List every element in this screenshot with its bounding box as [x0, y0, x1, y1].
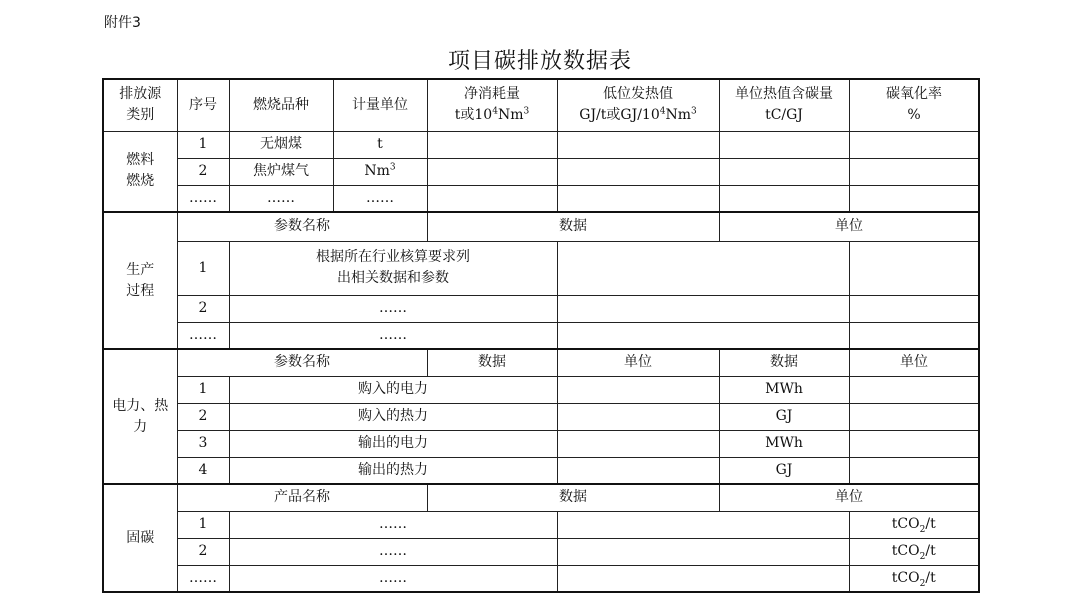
- sink-row-data-cell[interactable]: [557, 565, 849, 592]
- power-row-no: 2: [177, 403, 229, 430]
- attachment-label: 附件3: [104, 15, 141, 31]
- fuel-row-name: 焦炉煤气: [229, 158, 333, 185]
- fuel-category: 燃料 燃烧: [103, 131, 177, 212]
- power-row: [103, 457, 979, 484]
- production-param-name-header: 参数名称: [177, 212, 427, 241]
- power-unit2-header: 单位: [849, 349, 979, 376]
- page-title: 项目碳排放数据表: [447, 49, 632, 74]
- production-row: [103, 241, 979, 295]
- production-row-no: 1: [177, 241, 229, 295]
- power-row-name: 购入的电力: [229, 376, 557, 403]
- sink-row: [103, 538, 979, 565]
- fuel-row-consumption-cell[interactable]: [427, 185, 557, 212]
- power-row-factor-cell[interactable]: [849, 430, 979, 457]
- fuel-row-name: 无烟煤: [229, 131, 333, 158]
- power-row-factor-cell[interactable]: [849, 457, 979, 484]
- fuel-row-unit: ……: [333, 185, 427, 212]
- power-param-name-header: 参数名称: [177, 349, 427, 376]
- sink-product-name-header: 产品名称: [177, 484, 427, 511]
- fuel-row-lhv-cell[interactable]: [557, 185, 719, 212]
- sink-data-header: 数据: [427, 484, 719, 511]
- production-row: [103, 322, 979, 349]
- fuel-row-carbon-cell[interactable]: [719, 131, 849, 158]
- sink-unit-header: 单位: [719, 484, 979, 511]
- header-oxidation-rate: 碳氧化率 %: [849, 79, 979, 131]
- header-source-category: 排放源 类别: [103, 79, 177, 131]
- power-row-name: 购入的热力: [229, 403, 557, 430]
- sink-header-row: [103, 484, 979, 511]
- power-row: [103, 403, 979, 430]
- header-unit: 计量单位: [333, 79, 427, 131]
- sink-row-name: ……: [229, 538, 557, 565]
- power-row-factor-cell[interactable]: [849, 403, 979, 430]
- power-row: [103, 430, 979, 457]
- fuel-row-carbon-cell[interactable]: [719, 158, 849, 185]
- production-row-data-cell[interactable]: [557, 241, 849, 295]
- header-row: [103, 79, 979, 131]
- sink-row-unit: tCO$_2$/t: [849, 538, 979, 565]
- fuel-row-name: ……: [229, 185, 333, 212]
- fuel-row-carbon-cell[interactable]: [719, 185, 849, 212]
- production-header-row: [103, 212, 979, 241]
- power-data2-header: 数据: [719, 349, 849, 376]
- power-row: [103, 376, 979, 403]
- fuel-row-oxidation-cell[interactable]: [849, 131, 979, 158]
- sink-row-unit: tCO$_2$/t: [849, 511, 979, 538]
- fuel-row-unit: Nm$^3$: [333, 158, 427, 185]
- production-row-name: 根据所在行业核算要求列 出相关数据和参数: [229, 241, 557, 295]
- production-row-no: ……: [177, 322, 229, 349]
- power-row-name: 输出的电力: [229, 430, 557, 457]
- fuel-row: [103, 131, 979, 158]
- power-row-unit: MWh: [719, 430, 849, 457]
- power-row-data-cell[interactable]: [557, 376, 719, 403]
- production-row-data-cell[interactable]: [557, 322, 849, 349]
- fuel-row-consumption-cell[interactable]: [427, 131, 557, 158]
- header-carbon-content: 单位热值含碳量 tC/GJ: [719, 79, 849, 131]
- power-row-data-cell[interactable]: [557, 457, 719, 484]
- sink-row-no: 1: [177, 511, 229, 538]
- power-row-unit: GJ: [719, 457, 849, 484]
- production-row-name: ……: [229, 322, 557, 349]
- production-row-name: ……: [229, 295, 557, 322]
- production-row-data-cell[interactable]: [557, 295, 849, 322]
- power-row-name: 输出的热力: [229, 457, 557, 484]
- power-category: 电力、热 力: [103, 349, 177, 484]
- power-row-factor-cell[interactable]: [849, 376, 979, 403]
- sink-row-name: ……: [229, 565, 557, 592]
- sink-row-name: ……: [229, 511, 557, 538]
- fuel-row-lhv-cell[interactable]: [557, 131, 719, 158]
- production-row-unit-cell[interactable]: [849, 241, 979, 295]
- power-row-data-cell[interactable]: [557, 403, 719, 430]
- power-unit-header: 单位: [557, 349, 719, 376]
- header-fuel-type: 燃烧品种: [229, 79, 333, 131]
- sink-row: [103, 565, 979, 592]
- power-row-no: 1: [177, 376, 229, 403]
- power-row-no: 4: [177, 457, 229, 484]
- power-data-header: 数据: [427, 349, 557, 376]
- power-row-unit: MWh: [719, 376, 849, 403]
- production-category: 生产 过程: [103, 212, 177, 349]
- sink-row-no: ……: [177, 565, 229, 592]
- fuel-row: [103, 185, 979, 212]
- power-row-unit: GJ: [719, 403, 849, 430]
- header-lhv: 低位发热值 GJ/t或$GJ/10^4Nm^3$: [557, 79, 719, 131]
- fuel-row-lhv-cell[interactable]: [557, 158, 719, 185]
- sink-row-no: 2: [177, 538, 229, 565]
- fuel-row-consumption-cell[interactable]: [427, 158, 557, 185]
- power-header-row: [103, 349, 979, 376]
- fuel-row-oxidation-cell[interactable]: [849, 185, 979, 212]
- fuel-row-no: 1: [177, 131, 229, 158]
- production-row: [103, 295, 979, 322]
- header-index: 序号: [177, 79, 229, 131]
- power-row-data-cell[interactable]: [557, 430, 719, 457]
- sink-row-unit: tCO$_2$/t: [849, 565, 979, 592]
- sink-row-data-cell[interactable]: [557, 511, 849, 538]
- header-net-consumption: 净消耗量 t或$10^4Nm^3$: [427, 79, 557, 131]
- production-row-unit-cell[interactable]: [849, 322, 979, 349]
- sink-category: 固碳: [103, 484, 177, 592]
- production-unit-header: 单位: [719, 212, 979, 241]
- production-row-no: 2: [177, 295, 229, 322]
- power-row-no: 3: [177, 430, 229, 457]
- fuel-row-no: 2: [177, 158, 229, 185]
- sink-row-data-cell[interactable]: [557, 538, 849, 565]
- fuel-row-oxidation-cell[interactable]: [849, 158, 979, 185]
- production-data-header: 数据: [427, 212, 719, 241]
- fuel-row-unit: t: [333, 131, 427, 158]
- production-row-unit-cell[interactable]: [849, 295, 979, 322]
- fuel-row: [103, 158, 979, 185]
- sink-row: [103, 511, 979, 538]
- fuel-row-no: ……: [177, 185, 229, 212]
- carbon-emission-table: [102, 78, 980, 593]
